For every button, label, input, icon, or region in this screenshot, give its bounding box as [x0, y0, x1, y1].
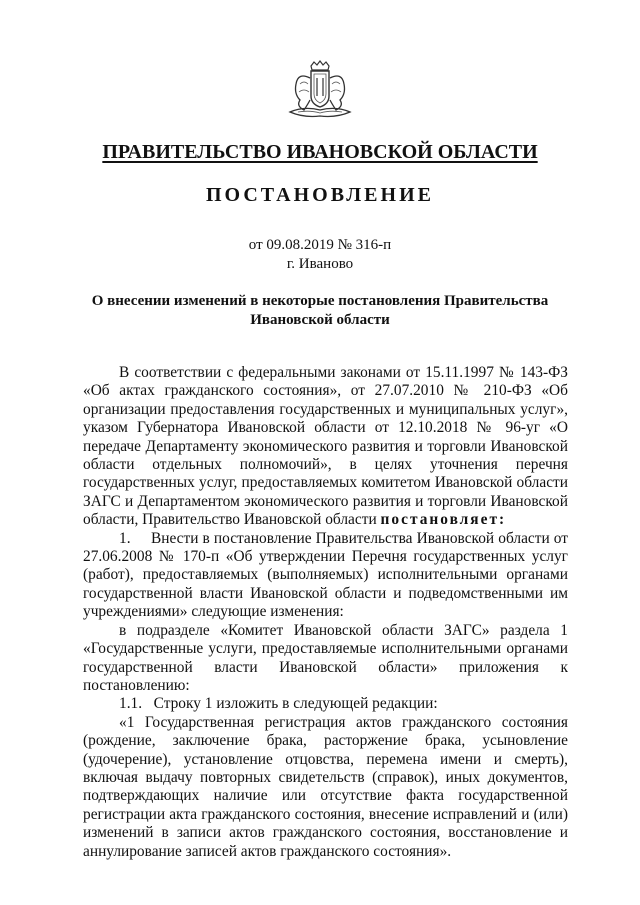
document-subject: О внесении изменений в некоторые постановления Правительства Ивановской области — [91, 293, 549, 328]
paragraph-item-1: 1. Внести в постановление Правительства Ивановской области от 27.06.2008 № 170-п «Об утверждении Перечня государственных услуг (работ), предоставляемых (выполняемых) исполнительными органами государственной власти Ивановской области и подведомственными им учреждениями» следующие изменения: — [83, 529, 572, 621]
paragraph-subsection: в подразделе «Комитет Ивановской области ЗАГС» раздела 1 «Государственные услуги, предоставляемые исполнительными органами государственной власти Ивановской области» приложения к постановлению: — [83, 621, 568, 694]
document-body — [83, 364, 572, 861]
document-city: г. Иваново — [286, 256, 354, 272]
paragraph-preamble — [83, 364, 568, 530]
paragraph-new-wording: «1 Государственная регистрация актов гражданского состояния (рождение, заключение брака, расторжение брака, усыновление (удочерение), установление отцовства, перемена имени и смерть), включая выдачу повторных свидетельств (справок), иных документов, подтверждающих наличие или отсутствие факта государственной регистрации акта гражданского состояния, внесение исправлений и (или) изменений в записи актов гражданского состояния, восстановление и аннулирование записей актов гражданского состояния». — [83, 713, 568, 860]
paragraph-item-1-1: 1.1. Строку 1 изложить в следующей редакции: — [119, 695, 438, 713]
coat-of-arms-icon — [284, 60, 356, 122]
resolves-keyword: постановляет: — [380, 511, 507, 529]
preamble-text: В соответствии с федеральными законами от 15.11.1997 № 143-ФЗ «Об актах гражданского состояния», от 27.07.2010 № 210-ФЗ «Об организации предоставления государственных и муниципальных услуг», указом Губернатора Ивановской области от 12.10.2018 № 96-уг «О передаче Департаменту экономического развития и торговли Ивановской области отдельных полномочий», в целях уточнения перечня государственных услуг, предоставляемых комитетом Ивановской области ЗАГС и Департаментом экономического развития и торговли Ивановской области, Правительство Ивановской области — [83, 364, 568, 529]
document-date-number: от 09.08.2019 № 316-п — [248, 237, 392, 253]
document-type-title: ПОСТАНОВЛЕНИЕ — [206, 184, 434, 206]
organization-title: ПРАВИТЕЛЬСТВО ИВАНОВСКОЙ ОБЛАСТИ — [102, 141, 538, 163]
